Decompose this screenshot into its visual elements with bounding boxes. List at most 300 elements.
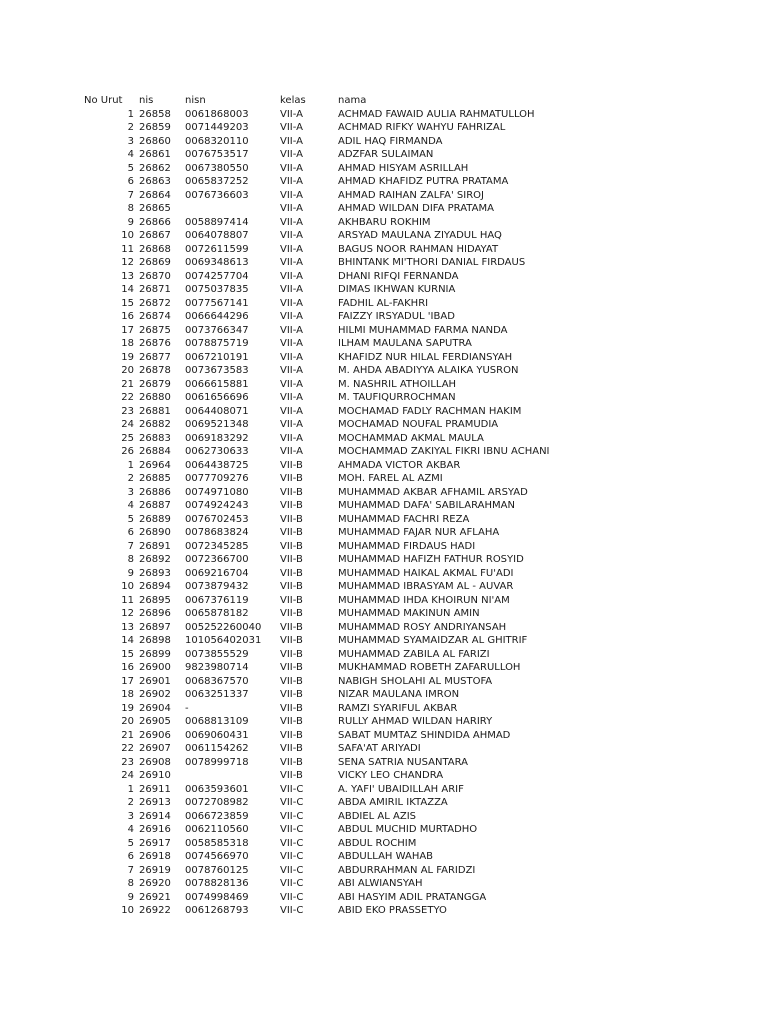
cell-nisn: 9823980714	[185, 662, 249, 673]
cell-no-urut: 11	[121, 243, 134, 255]
header-row	[0, 94, 768, 108]
table-row	[0, 162, 768, 176]
cell-nis: 26882	[139, 419, 171, 430]
cell-nis: 26865	[139, 203, 171, 214]
cell-no-urut: 19	[121, 351, 134, 363]
cell-no-urut: 7	[127, 540, 134, 552]
cell-nis: 26891	[139, 540, 171, 552]
cell-nama: ACHMAD FAWAID AULIA RAHMATULLOH	[338, 108, 535, 120]
cell-nis: 26874	[139, 311, 171, 322]
cell-kelas: VII-C	[280, 797, 304, 808]
header-kelas: kelas	[280, 95, 306, 106]
table-row	[0, 729, 768, 743]
cell-no-urut: 11	[121, 594, 134, 606]
cell-nis: 26871	[139, 284, 171, 295]
table-row	[0, 216, 768, 230]
cell-no-urut: 1	[127, 783, 134, 795]
cell-kelas: VII-A	[280, 176, 303, 187]
cell-nisn: 0071449203	[185, 122, 249, 133]
cell-kelas: VII-A	[280, 365, 303, 376]
table-row	[0, 405, 768, 419]
table-row	[0, 877, 768, 891]
cell-nisn: 0072708982	[185, 797, 249, 808]
cell-nis: 26921	[139, 891, 171, 903]
table-row	[0, 270, 768, 284]
cell-nisn: 0078760125	[185, 864, 249, 876]
cell-kelas: VII-A	[280, 216, 303, 228]
table-row	[0, 796, 768, 810]
cell-kelas: VII-A	[280, 230, 303, 241]
cell-nama: BHINTANK MI'THORI DANIAL FIRDAUS	[338, 257, 526, 268]
cell-nisn: 0061656696	[185, 392, 249, 403]
cell-nama: MUHAMMAD ZABILA AL FARIZI	[338, 648, 490, 660]
cell-no-urut: 4	[127, 824, 134, 835]
cell-kelas: VII-A	[280, 284, 303, 295]
cell-nama: VICKY LEO CHANDRA	[338, 770, 444, 781]
cell-kelas: VII-B	[280, 743, 303, 754]
cell-nama: ABDULLAH WAHAB	[338, 851, 434, 862]
cell-no-urut: 3	[127, 135, 134, 147]
cell-no-urut: 7	[127, 189, 134, 201]
cell-nama: MUHAMMAD MAKINUN AMIN	[338, 608, 480, 619]
cell-nis: 26877	[139, 351, 171, 363]
cell-kelas: VII-C	[280, 891, 304, 903]
cell-nisn: 0072345285	[185, 540, 249, 552]
cell-nama: SAFA'AT ARIYADI	[338, 743, 421, 754]
cell-nisn: 0062730633	[185, 446, 249, 457]
cell-nisn	[185, 202, 280, 216]
cell-nis: 26870	[139, 270, 171, 282]
cell-kelas: VII-A	[280, 257, 303, 268]
cell-no-urut: 18	[121, 689, 134, 700]
cell-nama: ADIL HAQ FIRMANDA	[338, 135, 443, 147]
cell-nis: 26898	[139, 635, 171, 646]
table-row	[0, 324, 768, 338]
cell-kelas: VII-A	[280, 243, 303, 255]
cell-no-urut: 4	[127, 500, 134, 511]
cell-kelas: VII-C	[280, 783, 304, 795]
cell-nisn: 0067376119	[185, 594, 249, 606]
header-nama: nama	[338, 95, 367, 106]
cell-nisn: 0066723859	[185, 810, 249, 822]
cell-no-urut: 22	[121, 392, 134, 403]
cell-no-urut: 25	[121, 432, 134, 444]
cell-kelas: VII-B	[280, 648, 303, 660]
cell-nama: AHMAD RAIHAN ZALFA' SIROJ	[338, 189, 484, 201]
table-row	[0, 189, 768, 203]
table-row	[0, 391, 768, 405]
cell-kelas: VII-A	[280, 297, 303, 309]
cell-no-urut: 2	[127, 797, 134, 808]
table-row	[0, 594, 768, 608]
cell-nis: 26910	[139, 770, 171, 781]
table-row	[0, 499, 768, 513]
cell-no-urut: 22	[121, 743, 134, 754]
cell-nis: 26919	[139, 864, 171, 876]
cell-no-urut: 14	[121, 635, 134, 646]
table-row	[0, 135, 768, 149]
cell-no-urut: 8	[127, 878, 134, 889]
cell-kelas: VII-B	[280, 540, 303, 552]
cell-nis: 26908	[139, 756, 171, 768]
cell-kelas: VII-A	[280, 338, 303, 349]
table-row	[0, 580, 768, 594]
cell-nisn: 0073673583	[185, 365, 249, 376]
cell-nisn: 0073766347	[185, 324, 249, 336]
cell-kelas: VII-B	[280, 513, 303, 525]
cell-nisn: 0068813109	[185, 716, 249, 727]
table-row	[0, 850, 768, 864]
cell-nisn: 0065878182	[185, 608, 249, 619]
cell-kelas: VII-A	[280, 419, 303, 430]
cell-no-urut: 5	[127, 162, 134, 174]
cell-nama: M. TAUFIQURROCHMAN	[338, 392, 456, 403]
table-row	[0, 378, 768, 392]
cell-nama: NABIGH SHOLAHI AL MUSTOFA	[338, 675, 493, 687]
cell-no-urut: 1	[127, 108, 134, 120]
table-body	[0, 108, 768, 918]
cell-nama: MUHAMMAD DAFA' SABILARAHMAN	[338, 500, 515, 511]
cell-kelas: VII-A	[280, 135, 303, 147]
cell-nama: ABI HASYIM ADIL PRATANGGA	[338, 891, 487, 903]
cell-nisn: 0061154262	[185, 743, 249, 754]
cell-nis: 26964	[139, 459, 171, 471]
cell-nama: MUHAMMAD HAFIZH FATHUR ROSYID	[338, 554, 524, 565]
cell-nama: SENA SATRIA NUSANTARA	[338, 756, 468, 768]
cell-nisn: 0072366700	[185, 554, 249, 565]
cell-nama: MUHAMMAD FACHRI REZA	[338, 513, 470, 525]
cell-nisn: 0069060431	[185, 729, 249, 741]
cell-no-urut: 9	[127, 567, 134, 579]
cell-no-urut: 12	[121, 257, 134, 268]
cell-nama: HILMI MUHAMMAD FARMA NANDA	[338, 324, 508, 336]
cell-no-urut: 24	[121, 770, 134, 781]
table-row	[0, 715, 768, 729]
cell-nis: 26867	[139, 230, 171, 241]
header-nis: nis	[139, 95, 154, 106]
cell-nama: MUHAMMAD FIRDAUS HADI	[338, 540, 476, 552]
cell-nis: 26899	[139, 648, 171, 660]
cell-no-urut: 15	[121, 648, 134, 660]
cell-nisn: 0076753517	[185, 149, 249, 160]
table-row	[0, 526, 768, 540]
cell-nis: 26883	[139, 432, 171, 444]
cell-nama: AHMAD HISYAM ASRILLAH	[338, 162, 469, 174]
table-row	[0, 432, 768, 446]
cell-nisn: 0074924243	[185, 500, 249, 511]
cell-kelas: VII-A	[280, 203, 303, 214]
cell-no-urut: 3	[127, 486, 134, 498]
cell-nis: 26875	[139, 324, 171, 336]
cell-nisn: 005252260040	[185, 621, 262, 633]
table-row	[0, 540, 768, 554]
table-row	[0, 702, 768, 716]
cell-nis: 26905	[139, 716, 171, 727]
cell-kelas: VII-B	[280, 500, 303, 511]
table-row	[0, 513, 768, 527]
cell-nis: 26858	[139, 108, 171, 120]
cell-nama: ABI ALWIANSYAH	[338, 878, 423, 889]
cell-nis: 26904	[139, 702, 171, 714]
cell-no-urut: 23	[121, 405, 134, 417]
cell-nama: ABID EKO PRASSETYO	[338, 905, 447, 916]
cell-nama: A. YAFI' UBAIDILLAH ARIF	[338, 783, 464, 795]
cell-nis: 26896	[139, 608, 171, 619]
cell-nama: ABDUL MUCHID MURTADHO	[338, 824, 478, 835]
table-row	[0, 202, 768, 216]
cell-nisn: 0063593601	[185, 783, 249, 795]
table-row	[0, 351, 768, 365]
cell-kelas: VII-C	[280, 824, 304, 835]
cell-nama: AKHBARU ROKHIM	[338, 216, 431, 228]
cell-kelas: VII-A	[280, 351, 303, 363]
cell-kelas: VII-C	[280, 905, 304, 916]
cell-kelas: VII-B	[280, 608, 303, 619]
cell-nama: MUHAMMAD HAIKAL AKMAL FU'ADI	[338, 567, 514, 579]
cell-nis: 26916	[139, 824, 171, 835]
header-nisn: nisn	[185, 95, 206, 106]
table-row	[0, 648, 768, 662]
cell-nisn: 0078828136	[185, 878, 249, 889]
cell-nama: ACHMAD RIFKY WAHYU FAHRIZAL	[338, 122, 506, 133]
cell-nis: 26863	[139, 176, 171, 187]
cell-kelas: VII-B	[280, 567, 303, 579]
cell-kelas: VII-B	[280, 689, 303, 700]
cell-nama: AHMAD KHAFIDZ PUTRA PRATAMA	[338, 176, 509, 187]
table-row	[0, 229, 768, 243]
table-row	[0, 459, 768, 473]
cell-nis: 26900	[139, 662, 171, 673]
cell-kelas: VII-B	[280, 662, 303, 673]
cell-no-urut: 23	[121, 756, 134, 768]
cell-kelas: VII-C	[280, 837, 304, 849]
cell-nis: 26878	[139, 365, 171, 376]
cell-nisn: 0058585318	[185, 837, 249, 849]
cell-no-urut: 4	[127, 149, 134, 160]
table-row	[0, 634, 768, 648]
cell-nama: FADHIL AL-FAKHRI	[338, 297, 429, 309]
cell-nisn: 0078999718	[185, 756, 249, 768]
cell-nisn: 0066644296	[185, 311, 249, 322]
cell-nis: 26906	[139, 729, 171, 741]
cell-nisn: 0069521348	[185, 419, 249, 430]
cell-nis: 26887	[139, 500, 171, 511]
cell-nis: 26902	[139, 689, 171, 700]
cell-nisn: 0074998469	[185, 891, 249, 903]
cell-nis: 26880	[139, 392, 171, 403]
table-row	[0, 783, 768, 797]
cell-no-urut: 24	[121, 419, 134, 430]
cell-no-urut: 16	[121, 311, 134, 322]
cell-nis: 26876	[139, 338, 171, 349]
cell-nis: 26911	[139, 783, 171, 795]
cell-nama: ILHAM MAULANA SAPUTRA	[338, 338, 472, 349]
cell-nis: 26917	[139, 837, 171, 849]
cell-nisn: 0078875719	[185, 338, 249, 349]
cell-kelas: VII-B	[280, 702, 303, 714]
cell-nama: KHAFIDZ NUR HILAL FERDIANSYAH	[338, 351, 513, 363]
table-row	[0, 297, 768, 311]
cell-nama: MOCHAMAD FADLY RACHMAN HAKIM	[338, 405, 522, 417]
cell-kelas: VII-A	[280, 392, 303, 403]
cell-no-urut: 26	[121, 446, 134, 457]
header-no-urut: No Urut	[84, 95, 123, 106]
cell-nis: 26861	[139, 149, 171, 160]
table-row	[0, 607, 768, 621]
cell-kelas: VII-B	[280, 770, 303, 781]
cell-kelas: VII-B	[280, 729, 303, 741]
cell-no-urut: 2	[127, 122, 134, 133]
cell-nisn: 0067210191	[185, 351, 249, 363]
cell-nis: 26897	[139, 621, 171, 633]
cell-nisn: 0067380550	[185, 162, 249, 174]
cell-no-urut: 19	[121, 702, 134, 714]
cell-no-urut: 18	[121, 338, 134, 349]
cell-nama: ABDA AMIRIL IKTAZZA	[338, 797, 448, 808]
cell-kelas: VII-B	[280, 581, 303, 592]
spreadsheet	[0, 94, 768, 918]
table-row	[0, 621, 768, 635]
cell-no-urut: 9	[127, 216, 134, 228]
cell-nis: 26920	[139, 878, 171, 889]
cell-nis: 26907	[139, 743, 171, 754]
cell-kelas: VII-C	[280, 851, 304, 862]
table-row	[0, 567, 768, 581]
cell-kelas: VII-B	[280, 473, 303, 484]
cell-kelas: VII-B	[280, 675, 303, 687]
table-row	[0, 418, 768, 432]
cell-kelas: VII-A	[280, 311, 303, 322]
cell-nis: 26922	[139, 905, 171, 916]
cell-no-urut: 20	[121, 716, 134, 727]
cell-no-urut: 8	[127, 554, 134, 565]
cell-no-urut: 13	[121, 270, 134, 282]
cell-kelas: VII-B	[280, 594, 303, 606]
table-row	[0, 553, 768, 567]
cell-kelas: VII-A	[280, 189, 303, 201]
cell-kelas: VII-B	[280, 756, 303, 768]
cell-nisn: 0078683824	[185, 527, 249, 538]
cell-nis: 26918	[139, 851, 171, 862]
cell-nama: ABDUL ROCHIM	[338, 837, 417, 849]
cell-nisn: 0064438725	[185, 459, 249, 471]
student-table	[0, 94, 768, 918]
cell-nis: 26872	[139, 297, 171, 309]
cell-no-urut: 21	[121, 378, 134, 390]
table-row	[0, 661, 768, 675]
cell-nama: FAIZZY IRSYADUL 'IBAD	[338, 311, 455, 322]
cell-nisn: 0073879432	[185, 581, 249, 592]
table-row	[0, 337, 768, 351]
cell-kelas: VII-B	[280, 554, 303, 565]
cell-nama: MOH. FAREL AL AZMI	[338, 473, 443, 484]
cell-no-urut: 1	[127, 459, 134, 471]
cell-no-urut: 6	[127, 851, 134, 862]
table-row	[0, 121, 768, 135]
cell-nisn: 0061268793	[185, 905, 249, 916]
cell-nis: 26914	[139, 810, 171, 822]
cell-nisn: 0077567141	[185, 297, 249, 309]
cell-nis: 26868	[139, 243, 171, 255]
cell-nama: MUHAMMAD IHDA KHOIRUN NI'AM	[338, 594, 510, 606]
cell-nisn: 0065837252	[185, 176, 249, 187]
cell-no-urut: 20	[121, 365, 134, 376]
cell-nis: 26866	[139, 216, 171, 228]
cell-no-urut: 8	[127, 203, 134, 214]
cell-nis: 26869	[139, 257, 171, 268]
cell-kelas: VII-C	[280, 864, 304, 876]
cell-no-urut: 17	[121, 675, 134, 687]
cell-no-urut: 10	[121, 905, 134, 916]
cell-nama: ABDURRAHMAN AL FARIDZI	[338, 864, 476, 876]
cell-nisn: 0077709276	[185, 473, 249, 484]
cell-nisn: 0066615881	[185, 378, 249, 390]
table-row	[0, 756, 768, 770]
cell-no-urut: 15	[121, 297, 134, 309]
cell-nama: AHMADA VICTOR AKBAR	[338, 459, 461, 471]
cell-nisn: 0074257704	[185, 270, 249, 282]
table-row	[0, 837, 768, 851]
cell-no-urut: 7	[127, 864, 134, 876]
cell-nama: MOCHAMMAD ZAKIYAL FIKRI IBNU ACHANI	[338, 446, 550, 457]
table-row	[0, 823, 768, 837]
cell-nama: MOCHAMMAD AKMAL MAULA	[338, 432, 484, 444]
cell-nama: M. NASHRIL ATHOILLAH	[338, 378, 457, 390]
cell-nama: MUHAMMAD IBRASYAM AL - AUVAR	[338, 581, 514, 592]
cell-no-urut: 17	[121, 324, 134, 336]
cell-nisn: 0074566970	[185, 851, 249, 862]
table-row	[0, 445, 768, 459]
cell-no-urut: 6	[127, 176, 134, 187]
cell-kelas: VII-A	[280, 162, 303, 174]
cell-kelas: VII-A	[280, 149, 303, 160]
table-row	[0, 472, 768, 486]
cell-no-urut: 3	[127, 810, 134, 822]
cell-nis: 26894	[139, 581, 171, 592]
cell-kelas: VII-A	[280, 378, 303, 390]
cell-nis: 26885	[139, 473, 171, 484]
table-row	[0, 769, 768, 783]
table-row	[0, 810, 768, 824]
cell-kelas: VII-B	[280, 621, 303, 633]
cell-kelas: VII-A	[280, 122, 303, 133]
cell-nisn: -	[185, 702, 189, 714]
cell-no-urut: 5	[127, 513, 134, 525]
cell-no-urut: 13	[121, 621, 134, 633]
cell-nisn: 0074971080	[185, 486, 249, 498]
cell-nisn: 0064078807	[185, 230, 249, 241]
cell-nama: RULLY AHMAD WILDAN HARIRY	[338, 716, 493, 727]
cell-no-urut: 14	[121, 284, 134, 295]
cell-nis: 26889	[139, 513, 171, 525]
cell-nama: BAGUS NOOR RAHMAN HIDAYAT	[338, 243, 499, 255]
cell-nis: 26884	[139, 446, 171, 457]
cell-nis: 26859	[139, 122, 171, 133]
cell-nis: 26901	[139, 675, 171, 687]
table-row	[0, 891, 768, 905]
cell-kelas: VII-A	[280, 405, 303, 417]
cell-kelas: VII-B	[280, 486, 303, 498]
cell-nisn: 0073855529	[185, 648, 249, 660]
cell-nama: MUKHAMMAD ROBETH ZAFARULLOH	[338, 662, 521, 673]
cell-nama: DHANI RIFQI FERNANDA	[338, 270, 459, 282]
cell-nis: 26881	[139, 405, 171, 417]
cell-nisn: 0069183292	[185, 432, 249, 444]
table-row	[0, 675, 768, 689]
cell-kelas: VII-C	[280, 810, 304, 822]
cell-kelas: VII-B	[280, 635, 303, 646]
table-row	[0, 175, 768, 189]
